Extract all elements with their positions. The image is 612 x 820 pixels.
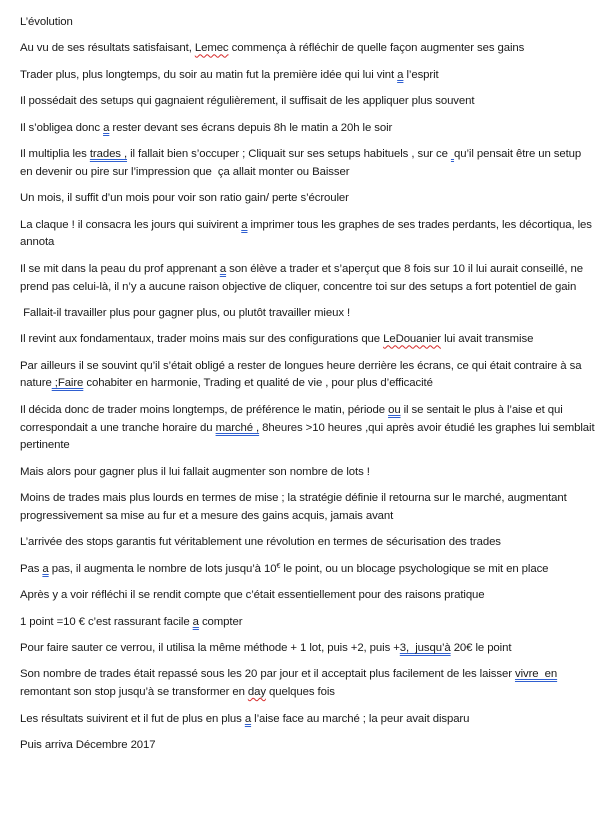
text-run: l’esprit: [403, 68, 439, 81]
paragraph: [20, 666, 595, 702]
text-run: commença à réfléchir de quelle façon augmenter ses gains: [228, 42, 525, 55]
text-run: le point, ou un blocage psychologique se mit en place: [280, 562, 549, 575]
grammar-error-mark[interactable]: a: [244, 712, 252, 725]
text-run: imprimer tous les graphes de ses trades perdants, les décortiqua, les annota: [20, 218, 595, 249]
text-run: Au vu de ses résultats satisfaisant,: [20, 42, 195, 55]
grammar-error-mark[interactable]: 3, jusqu’à: [399, 642, 451, 654]
paragraph: [20, 261, 595, 297]
text-run: quelques fois: [265, 686, 335, 699]
text-run: rester devant ses écrans depuis 8h le matin a 20h le soir: [109, 121, 393, 134]
grammar-error-mark[interactable]: a: [103, 121, 110, 134]
superscript-text: €: [276, 562, 281, 570]
text-run: Il décida donc de trader moins longtemps, de préférence le matin, période: [20, 403, 389, 416]
text-run: Les résultats suivirent et il fut de plus en plus: [20, 712, 245, 725]
text-run: il fallait bien s’occuper ; Cliquait sur ses setups habituels , sur ce: [127, 147, 451, 160]
text-run: pas, il augmenta le nombre de lots jusqu’à 10: [48, 562, 277, 575]
text-run: Puis arriva Décembre 2017: [20, 738, 156, 751]
grammar-error-mark[interactable]: a: [219, 262, 227, 275]
grammar-error-mark[interactable]: trades ,: [89, 147, 128, 160]
grammar-error-mark[interactable]: ;Faire: [51, 377, 84, 390]
text-run: 1 point =10 € c’est rassurant facile: [20, 615, 193, 628]
text-run: Moins de trades mais plus lourds en termes de mise ; la stratégie définie il retourna sur le marché, augmentant progressivement sa mise au fur et a mesure des gains acquis, jamais avant: [20, 492, 570, 523]
text-run: Son nombre de trades était repassé sous les 20 par jour et il acceptait plus facilement de les laisser: [20, 668, 515, 681]
text-run: remontant son stop jusqu’à se transformer en: [20, 668, 561, 699]
spelling-error-mark[interactable]: LeDouanier: [383, 333, 441, 346]
text-run: lui avait transmise: [441, 333, 534, 346]
grammar-error-mark[interactable]: ou: [388, 403, 401, 416]
text-run: Après y a voir réfléchi il se rendit compte que c’était essentiellement pour des raisons pratique: [20, 589, 485, 602]
text-run: son élève a trader et s’aperçut que 8 fois sur 10 il lui aurait conseillé, ne prend pas celui-là, il n’y a aucune raison objective de cliquer, concentre toi sur des setups a fort potentiel de gain: [20, 262, 587, 293]
paragraph: [20, 358, 595, 394]
paragraph: [20, 464, 595, 482]
paragraph: [20, 711, 595, 729]
text-run: Un mois, il suffit d’un mois pour voir son ratio gain/ perte s’écrouler: [20, 192, 349, 205]
text-run: Il multiplia les: [20, 147, 90, 160]
text-run: Fallait-il travailler plus pour gagner plus, ou plutôt travailler mieux !: [20, 306, 351, 319]
paragraph: [20, 640, 595, 658]
text-run: Par ailleurs il se souvint qu’il s’était obligé a rester de longues heure derrière les écrans, ce qui était contraire à sa nature: [20, 359, 585, 390]
paragraph: [20, 561, 595, 579]
paragraph: [20, 217, 595, 253]
grammar-error-mark[interactable]: a: [397, 68, 404, 81]
text-run: La claque ! il consacra les jours qui suivirent: [20, 218, 242, 231]
grammar-error-mark[interactable]: marché ,: [215, 421, 260, 434]
text-run: compter: [198, 615, 243, 628]
text-run: Trader plus, plus longtemps, du soir au matin fut la première idée qui lui vint: [20, 68, 398, 81]
text-run: Il possédait des setups qui gagnaient régulièrement, il suffisait de les appliquer plus souvent: [20, 95, 475, 108]
document-heading: [20, 14, 595, 32]
grammar-error-mark[interactable]: vivre en: [514, 668, 558, 681]
text-run: Il se mit dans la peau du prof apprenant: [20, 262, 220, 275]
paragraph: [20, 490, 595, 526]
text-run: qu’il pensait être un setup en devenir ou pire sur l’impression que ça allait monter ou Baisser: [20, 147, 585, 178]
paragraph: [20, 737, 595, 755]
paragraph: [20, 120, 595, 138]
grammar-error-mark[interactable]: a: [42, 562, 49, 575]
paragraph: [20, 40, 595, 58]
text-run: 8heures >10 heures ,qui après avoir étudié les graphes lui semblait pertinente: [20, 421, 598, 452]
paragraph: [20, 93, 595, 111]
text-run: L’évolution: [20, 16, 73, 28]
text-run: l’aise face au marché ; la peur avait disparu: [251, 712, 470, 725]
text-run: Pour faire sauter ce verrou, il utilisa la même méthode + 1 lot, puis +2, puis +: [20, 642, 400, 654]
document-body[interactable]: [20, 14, 598, 755]
text-run: cohabiter en harmonie, Trading et qualité de vie , pour plus d’efficacité: [83, 377, 433, 390]
spelling-error-mark[interactable]: Lemec: [194, 42, 229, 55]
paragraph: [20, 67, 595, 85]
paragraph: [20, 305, 595, 323]
paragraph: [20, 190, 595, 208]
text-run: Mais alors pour gagner plus il lui fallait augmenter son nombre de lots !: [20, 465, 370, 478]
text-run: il se sentait le plus à l’aise et qui correspondait a une tranche horaire du: [20, 403, 566, 434]
paragraph: [20, 146, 595, 182]
text-run: Il revint aux fondamentaux, trader moins mais sur des configurations que: [20, 333, 384, 346]
document-page: [20, 14, 598, 763]
text-run: L’arrivée des stops garantis fut véritablement une révolution en termes de sécurisation des trades: [20, 536, 501, 549]
paragraph: [20, 534, 595, 552]
paragraph: [20, 614, 595, 632]
grammar-error-mark[interactable]: a: [241, 218, 248, 231]
paragraph: [20, 331, 595, 349]
grammar-error-mark[interactable]: a: [192, 615, 199, 628]
text-run: 20€ le point: [450, 642, 512, 654]
paragraph: [20, 402, 598, 455]
text-run: Pas: [20, 562, 43, 575]
text-run: Il s’obligea donc: [20, 121, 104, 134]
paragraph: [20, 587, 595, 605]
spelling-error-mark[interactable]: day: [247, 686, 266, 699]
